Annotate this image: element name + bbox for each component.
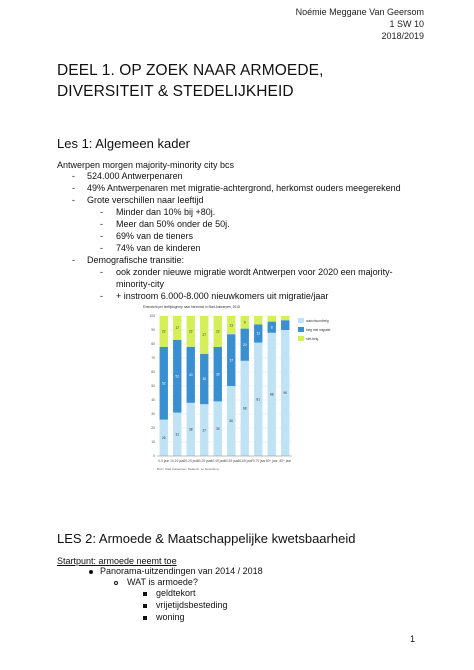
bar-value-label: 13: [229, 323, 234, 328]
title-line-1: DEEL 1. OP ZOEK NAAR ARMOEDE,: [57, 62, 324, 79]
age-item: 69% van de tieners: [116, 231, 194, 241]
author-name: Noémie Meggane Van Geersom: [295, 7, 424, 17]
bar-value-label: 39: [215, 426, 220, 431]
bullet-square-icon: [143, 616, 147, 620]
demo-item: minority-city: [116, 279, 165, 289]
y-tick-label: 50: [151, 384, 155, 389]
x-tick-label: 80+ jaar: [279, 459, 292, 463]
bar-value-label: 52: [175, 374, 180, 379]
wat-text: WAT is armoede?: [127, 577, 198, 587]
bar-value-label: 90: [283, 391, 288, 396]
bar-value-label: 22: [188, 329, 193, 334]
panorama-text: Panorama-uitzendingen van 2014 / 2018: [100, 566, 263, 576]
dash-marker: -: [72, 195, 75, 205]
y-tick-label: 40: [151, 398, 155, 403]
les1-heading: Les 1: Algemeen kader: [57, 136, 190, 151]
bar-value-label: 9: [243, 320, 246, 325]
bar-value-label: 23: [242, 342, 247, 347]
bar-value-label: 17: [175, 326, 180, 331]
dash-marker: -: [100, 207, 103, 217]
les2-heading: LES 2: Armoede & Maatschappelijke kwetsbaarheid: [57, 531, 356, 546]
x-tick-label: 40-49 jaar: [210, 459, 225, 463]
demo-item: + instroom 6.000-8.000 nieuwkomers uit migratie/jaar: [116, 291, 329, 301]
title-line-2: DIVERSITEIT & STEDELIJKHEID: [57, 83, 294, 100]
legend-label: belg met migratie: [306, 328, 331, 332]
bar-value-label: 68: [242, 406, 247, 411]
bar-value-label: 50: [229, 419, 234, 424]
x-tick-label: 70-79 jaar: [251, 459, 266, 463]
bar-value-label: 13: [256, 331, 261, 336]
dash-marker: -: [100, 231, 103, 241]
academic-year: 2018/2019: [381, 31, 424, 41]
bullet-square-icon: [143, 592, 147, 596]
demo-label: Demografische transitie:: [87, 255, 185, 265]
document-title: [57, 60, 323, 102]
age-item: Meer dan 50% onder de 50j.: [116, 219, 230, 229]
age-item: Minder dan 10% bij +80j.: [116, 207, 216, 217]
age-origin-chart: [143, 304, 339, 474]
chart-source: Bron: Stad Antwerpen, Datamin. en bewerking: [157, 467, 219, 471]
bar-value-label: 8: [270, 325, 273, 330]
bar-segment: [268, 316, 276, 322]
y-tick-label: 80: [151, 342, 155, 347]
bar-value-label: 37: [202, 428, 207, 433]
bullet-square-icon: [143, 604, 147, 608]
dash-marker: -: [100, 267, 103, 277]
x-tick-label: 10-19 jaar: [170, 459, 185, 463]
y-tick-label: 10: [151, 440, 155, 445]
chart-title: Evenwicht per leeftijdsgroep naar herkomst in Stad Antwerpen, 2018: [143, 305, 240, 309]
les1-item: Grote verschillen naar leeftijd: [87, 195, 204, 205]
x-tick-label: 50-59 jaar: [224, 459, 239, 463]
dash-marker: -: [72, 255, 75, 265]
bar-value-label: 40: [188, 373, 193, 377]
dash-marker: -: [100, 291, 103, 301]
dash-marker: -: [72, 171, 75, 181]
bar-value-label: 36: [202, 377, 207, 382]
y-tick-label: 90: [151, 328, 155, 333]
x-tick-label: 60-69 jaar: [237, 459, 252, 463]
les1-item: 524.000 Antwerpenaren: [87, 171, 183, 181]
bar-segment: [254, 316, 262, 324]
legend-swatch: [298, 336, 304, 341]
bar-value-label: 22: [161, 329, 166, 334]
bar-value-label: 38: [188, 427, 193, 432]
y-tick-label: 100: [149, 314, 155, 319]
dash-marker: -: [100, 219, 103, 229]
les1-item: 49% Antwerpenaren met migratie-achtergrond, herkomst ouders meegerekend: [87, 183, 401, 193]
y-tick-label: 30: [151, 412, 155, 417]
bar-segment: [281, 320, 289, 330]
bar-value-label: 88: [269, 392, 274, 397]
bar-value-label: 26: [161, 436, 166, 440]
bar-value-label: 52: [161, 381, 166, 386]
startpunt-text: Startpunt: armoede neemt toe: [57, 556, 177, 566]
legend-swatch: [298, 318, 304, 323]
legend-label: niet-belg: [306, 337, 319, 341]
x-tick-label: 80+ jaar: [265, 459, 278, 463]
sub-item: vrijetijdsbesteding: [156, 600, 228, 610]
bar-value-label: 39: [215, 372, 220, 377]
y-tick-label: 0: [153, 454, 155, 459]
bar-value-label: 81: [256, 397, 261, 402]
bar-value-label: 22: [215, 329, 220, 334]
page-number: 1: [409, 634, 415, 644]
x-tick-label: 30-39 jaar: [197, 459, 212, 463]
bullet-circle-icon: [114, 581, 118, 585]
bar-value-label: 37: [229, 358, 234, 363]
bar-value-label: 31: [175, 432, 180, 437]
dash-marker: -: [100, 243, 103, 253]
bar-segment: [281, 316, 289, 320]
course-code: 1 SW 10: [389, 19, 424, 29]
legend-label: autochtoon/belg: [306, 319, 329, 323]
sub-item: geldtekort: [156, 588, 196, 598]
y-tick-label: 70: [151, 356, 155, 361]
demo-item: ook zonder nieuwe migratie wordt Antwerpen voor 2020 een majority-: [116, 267, 393, 277]
sub-item: woning: [156, 612, 185, 622]
legend-swatch: [298, 327, 304, 332]
dash-marker: -: [72, 183, 75, 193]
x-tick-label: 0-9 jaar: [158, 459, 170, 463]
page-header: [296, 6, 424, 42]
y-tick-label: 20: [151, 426, 155, 431]
x-tick-label: 20-29 jaar: [183, 459, 198, 463]
les1-intro: Antwerpen morgen majority-minority city bcs: [57, 160, 235, 170]
bullet-dot-icon: [89, 570, 93, 574]
y-tick-label: 60: [151, 370, 155, 375]
bar-value-label: 27: [202, 333, 207, 338]
age-item: 74% van de kinderen: [116, 243, 201, 253]
